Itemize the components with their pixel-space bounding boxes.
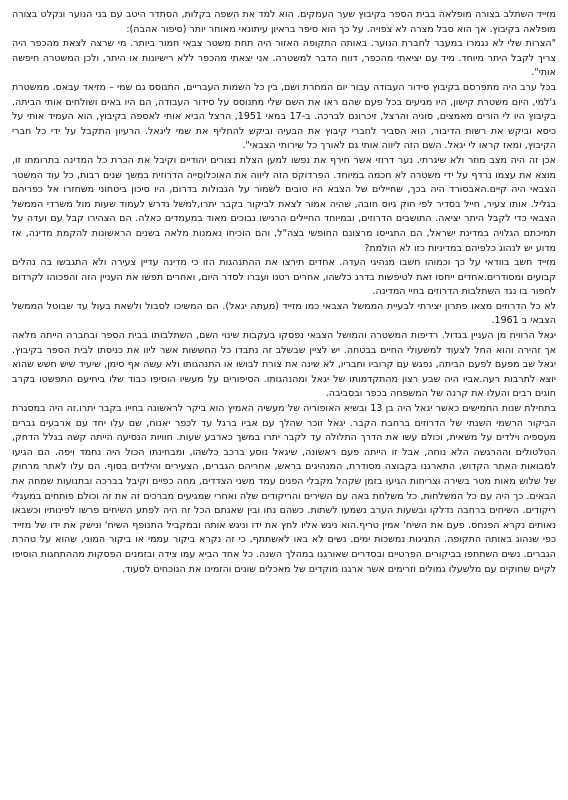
- paragraph-leaders: מזייד חשב בוודאי על כך וכמוהו חשבו מנהיגי העדה. אחדים תירצו את ההתנהגות הזו כי מדינה עדיין צעירה ולא התגבשו בה נהלים קבועים ומסודרים.אחדים ייחסו זאת לטיפשות בדרג כלשהו, אחרים רטנו ועברו לסדר היום, ואחרים תפשו את העניין הזה והפכוהו לקרדום לחפור בו נגד השתלבות הדרוזים בחיי המדינה.: [12, 257, 556, 298]
- paragraph-military-rule: לא כל הדרוזים מצאו פתרון יצירתי לבעיית הממשל הצבאי כמו מזייד (מעתה יגאל). הם המשיכו לסבול ולשאת בעול עד שבוטל הממשל הצבאי ב 1961.: [12, 300, 556, 327]
- paragraph-jethro-visit: בתחילת שנות החמישים כאשר יגאל היה בן 13 ובשיא האופוריה של מעשיה האמיץ הוא ביקר לראשונה בחייו בקבר יתרו.זה היה במסגרת הביקור הרשמי השנתי של הדרוזים ברחבת הקבר. יגאל זוכר שהלך עם אביו ברגל עד לכפר יאנוח, שם עלו יחד עם ארבעים גברים מעספיה וילדים על משאית, וכולם עשו את הדרך התלולה עד לקבר יתרו במשך כארבע שעות. חוויות הנסיעה הייתה קשה בגלל הדחק, הטלטולים וההרגשה הלא נוחה, אבל זו הייתה פעם ראשונה, שיגאל נוסע ברכב כלשהו, ומבחינתו הכול היה נחמד ויפה. הם הגיעו למבואות האתר הקדוש, התארגנו בקבוצה מסודרת, המנהיגים בראש, אחריהם הגברים, הצעירים והילדים בסוף. הם עלו לאתר מרחוק של שלוש מאות מטר בשירה וצריחות הגיעו בזמן שקהל מקבלי הפנים עמד משני הצדדים, מחה כפיים וקיבל בברכה ובתנועות שמחה את הבאים. כך היה עם כל המשלחות, כל משלחת באה עם השירים והריקודים שלה ואחרי שמגיעים מברכים זה את זה וכולם פותחים במעגלי ריקודים. השיחים ברחבה נדלקו ובשעות הערב נשמעו לשתות. כשהם נחו ובין שאגתם הכל זה היה לפתע השיחים פרשו לפינותיו וכשבאו נאותים נקרא הפנחס. פעם את השיח' אמין טריף.הוא ניגש אליו לחץ את ידו וניגש אותה ובמקביל התנופף השיח' ונישק את ידו של מזייד כפי שנהוג באותה התקופה. התגיגות נמשכות ימים. נשים לא באו לאשתתף, כי זה נקרא ביקור עממי או ביקור המוני, שהוא על טהרת הגברים. נשים השתתפו בביקורים הפרטיים ובסדרים שאורגנו במהלך השנה. כל אחד הביא עמו צידה ובזמנים הפסקות מההתחגות הוסיפו לקיים שחוקים עם מלשעלו גמולים וזרימים אשר ארגנו מוקדים של מאכלים שונים והזמינו את הנוכחים לסעוד.: [12, 403, 556, 575]
- paragraph-paradox: אכן זה היה מצב מוזר ולא שיגרתי. נער דרוזי אשר חירף את נפשו למען הצלת נצורים יהודיים וקיבל את הכרת כל המדינה בתרומתו זו, מוצא את עצמו נרדף על ידי משטרה לא חכמה במיוחד. הפרדוקס הזה ליווה את האוכלוסייה הדרוזית במשך שנים רבות, כל עוד המשטר הצבאי היה קיים.האבסורד היה בכך, שחיילים של הצבא היו טובים לשמור על הגבולות בדרום, היו סיכון ביטחוני משחזרו אל כפריהם בגליל. אותו צעיר, חייל בסדיר לפי חוק גיוס חובה, שהיה אמור לצאת לביקור בקבר יתרו,למשל נדרש לעמוד שעות מול משרדי הממשל הצבאי כדי לקבל היתר יציאה. התושבים הדרוזים, ובמיוחד החיילים הרגישו נבוכים מאוד במעמדים כאלה. הם הצהירו קבל עם ועדה על תמיכתם הגלויה במדינת ישראל, הם התגייסו מרצונם החופשי בצה"ל, והם הוכיחו נאמנות מלאה בשנים הראשונות להקמת מדינה, אז מדוע יש לנהוג כלפיהם במדיניות כזו לא הולמת?: [12, 154, 556, 254]
- paragraph-intro: מזייד השתלב בצורה מופלאה בבית הספר בקיבוץ שער העמקים. הוא למד את השפה בקלות, הסתדר היטב עם בני הנוער ונקלט בצורה מופלאה בקיבוץ. אך הוא סבל מצרה לא צפויה. על כך הוא סיפר בראיון עיתונאי מאוחר יותר (סיפור אהבה):: [12, 9, 556, 35]
- paragraph-yigal-benefit: יגאל הרוויח מן העניין בגדול. רדיפות המשטרה והמושל הצבאי נפסקו בעקבות שינוי השם, השתלבותו בבית הספר ובחברה הייתה מלאה אך זהירה והוא החל לצעוד למשעולי החיים בבטחה. יש לציין שבשלב זה נתבדו כל החששות אשר ליוו את כניסתו לבית הספר בקיבוץ. יגאל שב מפעם לפעם הביתה, נפגש עם קרוביו וחבריו, לא שינה את צורת לבושו או התנהגותו ולא עשה אף סימן, שיעיד שיש חשש שהוא יוצא לתרבות רעה.אביו היה שבע רצון מהתקדמותו של יגאל ומהנהגותו. הסיפורים על מעשיו הוסיפו כבוד שלו ביחיעם התפשטו בקרב חוגים רבים והעלו את קרנה של המשפחה בכפר ובסביבה.: [12, 330, 556, 400]
- paragraph-name-change: בכל ערב היה מתפרסם בקיבוץ סידור העבודה עבור יום המחרת ושם, בין כל השמות העבריים, התנוסס גם שמי – מזיאד עבאס. ממשטרת ג'למי, היום משטרת קישון, היו מגיעים בכל פעם שהם ראו את השם שלי מתנוסס על סידור העבודה, הם היו באים ושולחים אותי הביתה. בקיבוץ היו לי הורים מאמצים, סוניה והרצל, זיכרונם לברכה. ב-17 במאי 1951, הרצל הביא אותי לאספה בקיבוץ, הוא העמיד אותי על כיסא וביקש את רשות הדיבור, הוא הסביר לחברי קיבוץ את הבעיה וביקש להחליף את שמי ליגאל. הרעיון התקבל על ידי כל חברי הקיבוץ, ומאז קראו לי יגאל. השם הזה ליווה אותי גם לאורך כל שירותי הצבאי".: [12, 81, 556, 152]
- paragraph-quote: "הצרות שלי לא נגמרו במעבר לחברת הנוער. באותה התקופה האזור היה תחת משטר צבאי חמור ביותר. מי שרצה לצאת מהכפר היה צריך לקבל היתר מיוחד. מיד עם יציאתי מהכפר, דווח הדבר למשטרה. אני יצאתי מהכפר ללא רישיונות או היתר, ולכן המשטרה חיפשה אותי".: [12, 38, 556, 79]
